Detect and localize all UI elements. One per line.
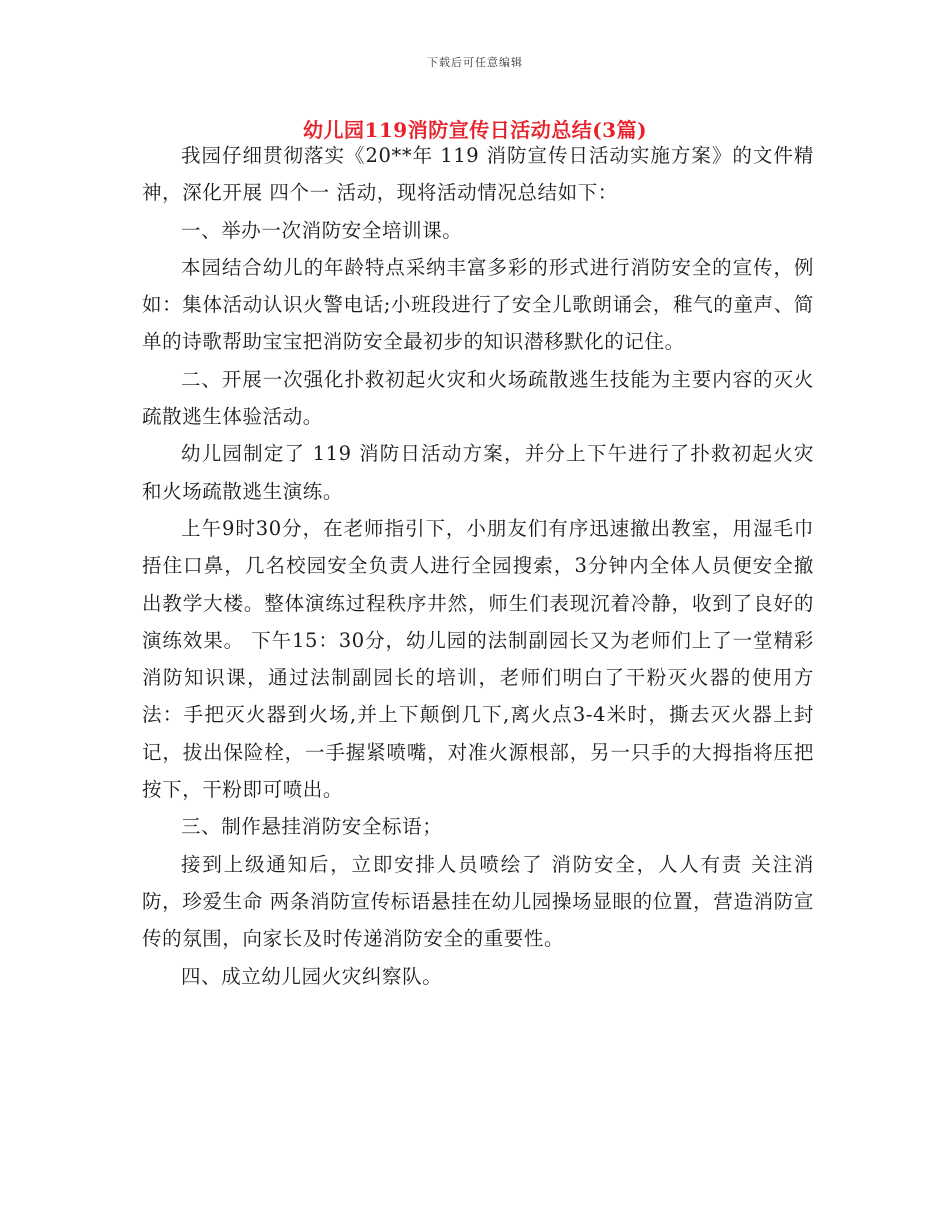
section-heading-1: 一、举办一次消防安全培训课。 (181, 218, 463, 242)
document-title: 幼儿园119消防宣传日活动总结(3篇) (302, 118, 648, 142)
body-paragraph: 本园结合幼儿的年龄特点采纳丰富多彩的形式进行消防安全的宣传，例如：集体活动认识火警电话;小班段进行了安全儿歌朗诵会，稚气的童声、简单的诗歌帮助宝宝把消防安全最初步的知识潜移默化的记住。 (142, 255, 814, 354)
intro-paragraph: 我园仔细贯彻落实《20**年 119 消防宣传日活动实施方案》的文件精神，深化开展 四个一 活动，现将活动情况总结如下： (142, 144, 814, 205)
section-heading-3: 三、制作悬挂消防安全标语； (181, 815, 443, 839)
body-paragraph: 上午9时30分，在老师指引下，小朋友们有序迅速撤出教室，用湿毛巾捂住口鼻，几名校园安全负责人进行全园搜索，3分钟内全体人员便安全撤出教学大楼。整体演练过程秩序井然，师生们表现沉着冷静，收到了良好的演练效果。 下午15：30分，幼儿园的法制副园长又为老师们上了一堂精彩消防知识课，通过法制副园长的培训，老师们明白了干粉灭火器的使用方法：手把灭火器到火场,并上下颠倒几下,离火点3-4米时，撕去灭火器上封记，拔出保险栓，一手握紧喷嘴，对准火源根部，另一只手的大拇指将压把按下，干粉即可喷出。 (142, 516, 814, 802)
body-paragraph: 幼儿园制定了 119 消防日活动方案，并分上下午进行了扑救初起火灾和火场疏散逃生演练。 (142, 442, 814, 503)
section-heading-2: 二、开展一次强化扑救初起火灾和火场疏散逃生技能为主要内容的灭火疏散逃生体验活动。 (142, 367, 814, 429)
body-paragraph: 接到上级通知后，立即安排人员喷绘了 消防安全，人人有责 关注消防，珍爱生命 两条消防宣传标语悬挂在幼儿园操场显眼的位置，营造消防宣传的氛围，向家长及时传递消防安全的重要性。 (142, 852, 814, 951)
document-body (142, 137, 814, 995)
header-note: 下载后可任意编辑 (427, 56, 523, 69)
section-heading-4: 四、成立幼儿园火灾纠察队。 (181, 964, 443, 988)
